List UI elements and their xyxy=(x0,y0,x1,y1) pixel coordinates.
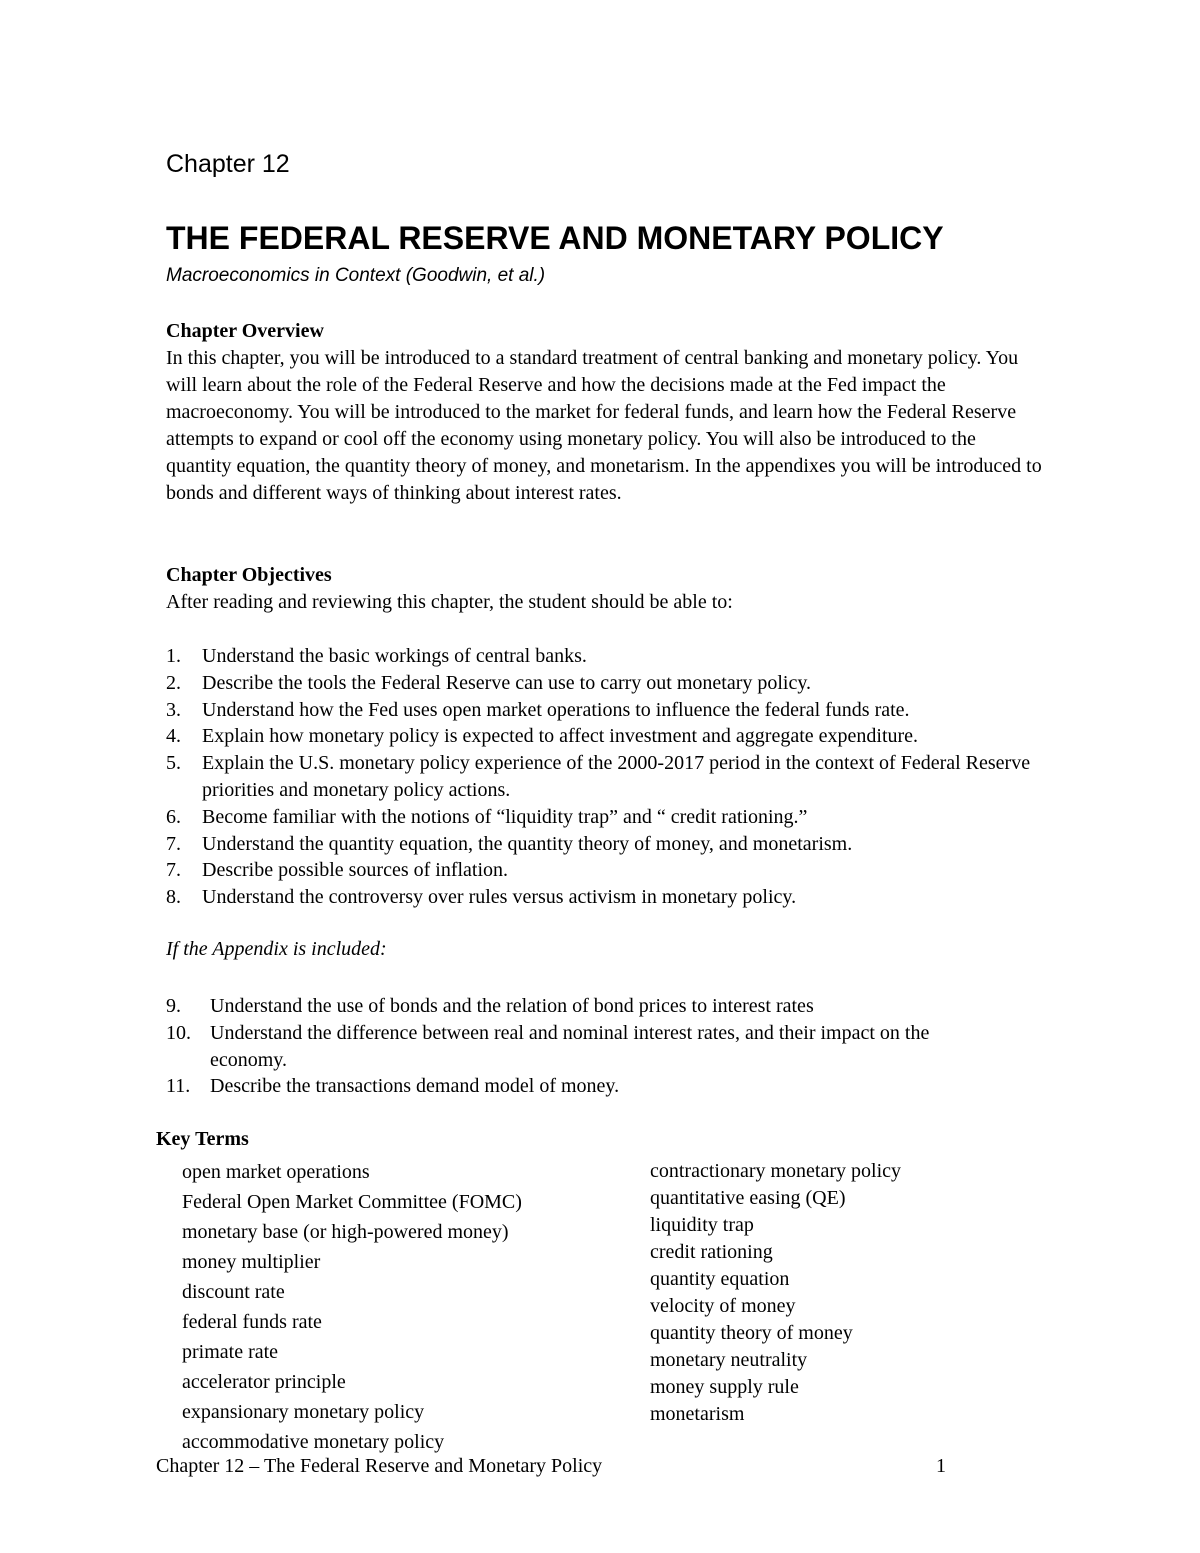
list-item xyxy=(166,1073,1010,1100)
list-item-number: 6. xyxy=(166,805,181,828)
list-item-text: Understand how the Fed uses open market operations to influence the federal funds rate. xyxy=(202,698,910,721)
list-item-number: 7. xyxy=(166,859,181,882)
key-term: primate rate xyxy=(182,1341,279,1363)
chapter-objectives-section xyxy=(166,562,1066,616)
key-term: velocity of money xyxy=(650,1295,796,1317)
list-item xyxy=(166,831,1092,858)
list-item-text: Explain how monetary policy is expected to affect investment and aggregate expenditure. xyxy=(202,725,919,748)
footer-title: Chapter 12 – The Federal Reserve and Monetary Policy xyxy=(156,1455,603,1477)
list-item-text: Explain the U.S. monetary policy experience of the 2000-2017 period in the context of Federal Reserve priorities and monetary policy actions. xyxy=(202,752,1031,801)
page-title: THE FEDERAL RESERVE AND MONETARY POLICY xyxy=(166,220,944,256)
list-item xyxy=(166,993,1010,1020)
key-term: monetary base (or high-powered money) xyxy=(182,1221,509,1243)
key-term: accommodative monetary policy xyxy=(182,1431,445,1453)
list-item-text: Become familiar with the notions of “liquidity trap” and “ credit rationing.” xyxy=(202,805,808,828)
list-item-number: 1. xyxy=(166,645,181,667)
list-item xyxy=(166,670,1092,697)
key-term: quantitative easing (QE) xyxy=(650,1187,846,1209)
list-item-text: Understand the difference between real and nominal interest rates, and their impact on the economy. xyxy=(210,1021,930,1071)
key-term: federal funds rate xyxy=(182,1311,322,1333)
list-item-text: Describe the transactions demand model of money. xyxy=(210,1075,620,1098)
objectives-list xyxy=(166,643,1092,911)
list-item-text: Understand the quantity equation, the quantity theory of money, and monetarism. xyxy=(202,832,853,855)
overview-heading: Chapter Overview xyxy=(166,320,324,342)
chapter-overview-section xyxy=(166,318,1066,507)
page-number: 1 xyxy=(936,1455,946,1477)
key-term: money supply rule xyxy=(650,1376,799,1398)
objectives-intro: After reading and reviewing this chapter, the student should be able to: xyxy=(166,591,733,613)
list-item-text: Understand the controversy over rules versus activism in monetary policy. xyxy=(202,886,797,909)
list-item-number: 8. xyxy=(166,886,181,909)
list-item xyxy=(166,884,1092,911)
key-terms-right-column xyxy=(650,1158,901,1428)
key-term: quantity equation xyxy=(650,1268,790,1290)
key-term: quantity theory of money xyxy=(650,1322,853,1344)
key-term: contractionary monetary policy xyxy=(650,1160,902,1182)
list-item-text: Describe the tools the Federal Reserve can use to carry out monetary policy. xyxy=(202,671,812,694)
list-item xyxy=(166,643,1092,670)
list-item-number: 10. xyxy=(166,1021,191,1044)
key-term: open market operations xyxy=(182,1161,370,1183)
key-term: Federal Open Market Committee (FOMC) xyxy=(182,1191,522,1213)
book-subtitle: Macroeconomics in Context (Goodwin, et al.) xyxy=(166,265,546,286)
list-item-number: 2. xyxy=(166,671,181,694)
list-item xyxy=(166,804,1092,831)
list-item xyxy=(166,723,1092,750)
appendix-objectives-list xyxy=(166,993,1010,1100)
key-terms-left-column xyxy=(182,1157,522,1457)
list-item-number: 9. xyxy=(166,995,181,1017)
appendix-note: If the Appendix is included: xyxy=(166,938,387,960)
overview-text: In this chapter, you will be introduced to a standard treatment of central banking and monetary policy. You will learn about the role of the Federal Reserve and how the decisions made at the Fed impact the macroeconomy. You will be introduced to the market for federal funds, and learn how the Federal Reserve attempts to expand or cool off the economy using monetary policy. You will also be introduced to the quantity equation, the quantity theory of money, and monetarism. In the appendixes you will be introduced to bonds and different ways of thinking about interest rates. xyxy=(166,347,1042,504)
key-term: discount rate xyxy=(182,1281,285,1303)
key-term: monetary neutrality xyxy=(650,1349,808,1371)
list-item-number: 5. xyxy=(166,752,181,775)
list-item-number: 4. xyxy=(166,725,181,748)
chapter-label: Chapter 12 xyxy=(166,150,290,178)
list-item xyxy=(166,1020,1010,1074)
list-item-number: 3. xyxy=(166,698,181,721)
list-item xyxy=(166,697,1092,724)
list-item xyxy=(166,857,1092,884)
key-term: monetarism xyxy=(650,1403,745,1425)
list-item-text: Understand the basic workings of central banks. xyxy=(202,645,587,667)
key-term: liquidity trap xyxy=(650,1214,754,1236)
key-term: expansionary monetary policy xyxy=(182,1401,425,1423)
list-item-text: Understand the use of bonds and the relation of bond prices to interest rates xyxy=(210,995,814,1017)
list-item-number: 7. xyxy=(166,832,181,855)
key-term: credit rationing xyxy=(650,1241,773,1263)
key-terms-heading: Key Terms xyxy=(156,1128,249,1150)
key-term: accelerator principle xyxy=(182,1371,346,1393)
list-item-text: Describe possible sources of inflation. xyxy=(202,859,509,882)
list-item xyxy=(166,750,1092,804)
objectives-heading: Chapter Objectives xyxy=(166,564,332,586)
list-item-number: 11. xyxy=(166,1075,191,1098)
key-term: money multiplier xyxy=(182,1251,321,1273)
